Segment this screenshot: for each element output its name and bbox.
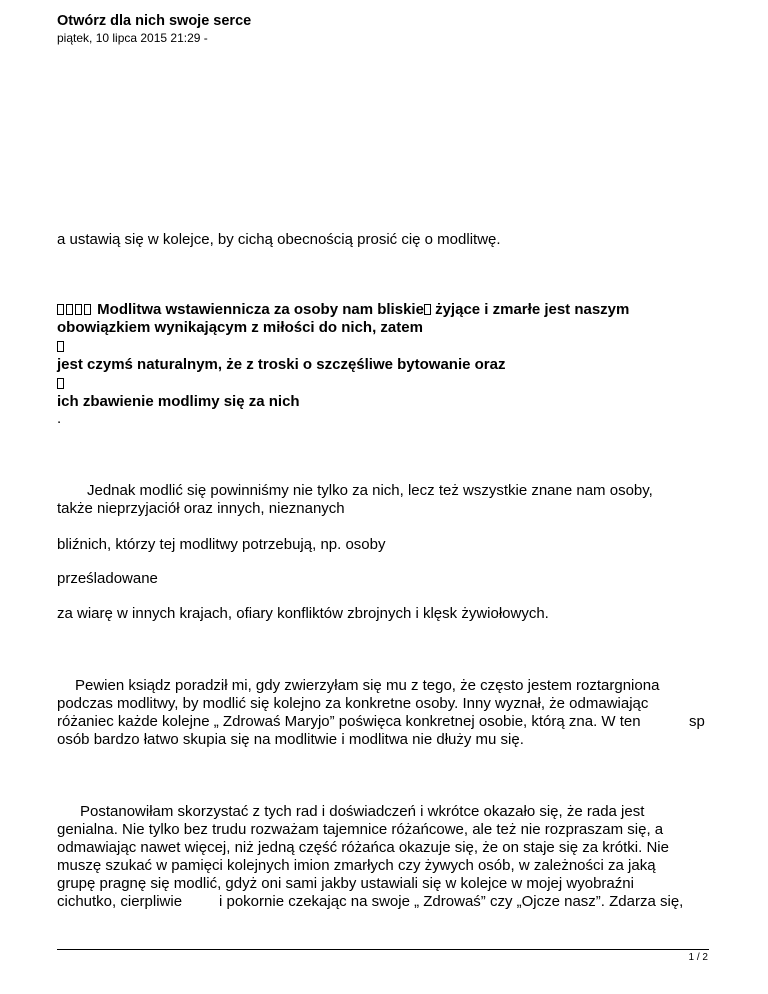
text-line: Jednak modlić się powinniśmy nie tylko za nich, lecz też wszystkie znane nam osoby, [87, 482, 653, 499]
missing-glyph-icon [66, 304, 73, 315]
bold-text-line [57, 301, 629, 318]
text-line: a ustawią się w kolejce, by cichą obecnością prosić cię o modlitwę. [57, 231, 501, 248]
missing-glyph-line [57, 338, 64, 355]
text-line: cichutko, cierpliwie [57, 893, 183, 910]
bold-text-line: obowiązkiem wynikającym z miłości do nich, zatem [57, 319, 423, 336]
page-number: 1 / 2 [688, 952, 708, 963]
text-line: i pokornie czekając na swoje „ Zdrowaś” czy „Ojcze nasz”. Zdarza się, [219, 893, 684, 910]
missing-glyph-icon [424, 304, 431, 315]
text-line: osób bardzo łatwo skupia się na modlitwie i modlitwa nie dłuży mu się. [57, 731, 524, 748]
text-line: muszę szukać w pamięci kolejnych imion zmarłych czy żywych osób, w zależności za jaką [57, 857, 656, 874]
text-line: genialna. Nie tylko bez trudu rozważam tajemnice różańcowe, ale też nie rozpraszam się, a [57, 821, 664, 838]
text-segment: żyjące i zmarłe jest naszym [430, 301, 630, 318]
text-line: podczas modlitwy, by modlić się kolejno za konkretne osoby. Inny wyznał, że odmawiając [57, 695, 649, 712]
text-line: Postanowiłam skorzystać z tych rad i doświadczeń i wkrótce okazało się, że rada jest [80, 803, 645, 820]
text-line: prześladowane [57, 570, 158, 587]
missing-glyph-icon [57, 341, 64, 352]
missing-glyph-icon [57, 378, 64, 389]
missing-glyph-icon [57, 304, 64, 315]
text-line: za wiarę w innych krajach, ofiary konfliktów zbrojnych i klęsk żywiołowych. [57, 605, 549, 622]
footer-divider [57, 949, 709, 950]
text-line: odmawiając nawet więcej, niż jedną część różańca okazuje się, że on staje się za krótki. Nie [57, 839, 669, 856]
missing-glyph-icon [75, 304, 82, 315]
text-line: Pewien ksiądz poradził mi, gdy zwierzyłam się mu z tego, że często jestem roztargniona [75, 677, 660, 694]
bold-text-line: ich zbawienie modlimy się za nich [57, 393, 300, 410]
missing-glyph-line [57, 375, 64, 392]
text-line: różaniec każde kolejne „ Zdrowaś Maryjo” poświęca konkretnej osobie, którą zna. W ten [57, 713, 641, 730]
document-title: Otwórz dla nich swoje serce [57, 13, 252, 29]
text-segment: sp [689, 713, 705, 730]
bold-text-line: jest czymś naturalnym, że z troski o szczęśliwe bytowanie oraz [57, 356, 506, 373]
text-segment: Modlitwa wstawiennicza za osoby nam bliskie [97, 301, 424, 318]
text-line: bliźnich, którzy tej modlitwy potrzebują, np. osoby [57, 536, 386, 553]
missing-glyph-icon [84, 304, 91, 315]
text-line: . [57, 410, 62, 427]
text-line: grupę pragnę się modlić, gdyż oni sami jakby ustawiali się w kolejce w mojej wyobraźni [57, 875, 634, 892]
document-date: piątek, 10 lipca 2015 21:29 - [57, 31, 208, 45]
text-line: także nieprzyjaciół oraz innych, nieznanych [57, 500, 345, 517]
